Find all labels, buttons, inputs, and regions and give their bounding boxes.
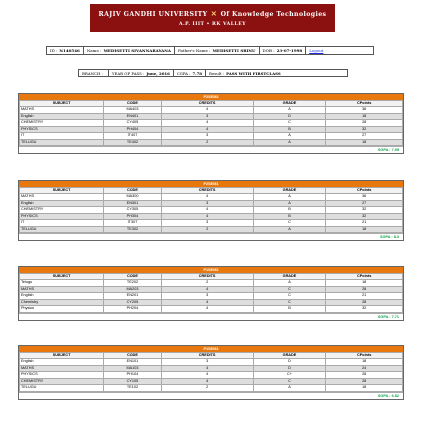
semester-title: P2SEM1	[19, 181, 403, 187]
semester-title: P2SEM2	[19, 94, 403, 100]
grades-table	[19, 273, 403, 313]
grades-table	[19, 352, 403, 392]
header-grade: GRADE	[253, 274, 326, 280]
logout-cell	[306, 47, 326, 54]
semester-title: P1SEM1	[19, 346, 403, 352]
table-row: MATHS MA403 4 A 36	[20, 107, 403, 114]
sgpa-value: SGPA : 7.71	[19, 313, 403, 320]
semester-table-p1sem2	[18, 266, 404, 321]
table-row: PHYSICS PH104 4 C+ 28	[20, 372, 403, 379]
grades-table	[19, 187, 403, 233]
sgpa-value: SGPA : 8.3	[19, 233, 403, 240]
header-subject: SUBJECT	[20, 353, 104, 359]
semester-table-p2sem1	[18, 180, 404, 241]
university-logo	[90, 9, 335, 20]
logout-link[interactable]: Logout	[309, 48, 324, 53]
sgpa-value: SGPA : 6.82	[19, 392, 403, 399]
table-row: Physics PH204 4 B 32	[20, 306, 403, 313]
university-banner	[90, 4, 335, 32]
table-row: MATHS MA103 4 D 24	[20, 365, 403, 372]
header-credits: CREDITS	[161, 188, 253, 194]
header-subject: SUBJECT	[20, 274, 104, 280]
sgpa-value: SGPA : 7.95	[19, 146, 403, 153]
table-row: TELUGU TE402 2 A 18	[20, 139, 403, 146]
header-code: CODE	[104, 353, 161, 359]
semester-title: P1SEM2	[19, 267, 403, 273]
university-name: RAJIV GANDHI UNIVERSITY	[98, 11, 208, 18]
header-cpoints: CPoints	[326, 353, 403, 359]
logo-emblem-icon: ✕	[210, 9, 218, 18]
cgpa: CGPA : 7.78	[174, 70, 206, 76]
header-grade: GRADE	[253, 353, 326, 359]
table-row: PHYSICS PH304 4 B 32	[20, 213, 403, 220]
year-of-pass: YEAR OF PASS : June, 2016	[109, 70, 174, 76]
table-row: English EN301 3 A 27	[20, 200, 403, 207]
header-subject: SUBJECT	[20, 188, 104, 194]
table-row: PHYSICS PH404 4 B 32	[20, 126, 403, 133]
header-cpoints: CPoints	[326, 274, 403, 280]
table-row: IT IT307 3 C 21	[20, 220, 403, 227]
table-row: CHEMISTRY CY305 4 B 32	[20, 207, 403, 214]
header-code: CODE	[104, 188, 161, 194]
header-subject: SUBJECT	[20, 101, 104, 107]
table-row: English EN101 3 D 18	[20, 359, 403, 366]
table-row: Chemistry CY205 4 C 28	[20, 299, 403, 306]
semester-table-p1sem1	[18, 345, 404, 400]
final-result: Result : PASS WITH FIRSTCLASS	[209, 70, 281, 76]
student-id: ID : N140546	[47, 47, 84, 54]
header-cpoints: CPoints	[326, 188, 403, 194]
student-name: Name : MEDISETTI SIVANNARAYANA	[84, 47, 175, 54]
father-name: Father's Name : MEDISETTI SRINU	[175, 47, 260, 54]
branch: BRANCH :	[79, 70, 109, 76]
header-credits: CREDITS	[161, 274, 253, 280]
table-row: CHEMISTRY CY105 4 C 28	[20, 378, 403, 385]
campus-name: A.P. IIIT • RK VALLEY	[179, 22, 246, 27]
date-of-birth: DOB : 23-07-1998	[260, 47, 307, 54]
header-credits: CREDITS	[161, 353, 253, 359]
header-grade: GRADE	[253, 188, 326, 194]
table-row: MATHS MA300 4 A 36	[20, 194, 403, 201]
grades-table	[19, 100, 403, 146]
table-row: IT IT407 3 A 27	[20, 133, 403, 140]
table-row: English EN201 3 C 21	[20, 293, 403, 300]
header-cpoints: CPoints	[326, 101, 403, 107]
semester-table-p2sem2	[18, 93, 404, 154]
header-grade: GRADE	[253, 101, 326, 107]
table-row: TELUGU TE302 2 A 18	[20, 226, 403, 233]
table-row: TELUGU TE102 2 A 18	[20, 385, 403, 392]
header-code: CODE	[104, 274, 161, 280]
result-summary-bar	[78, 69, 348, 77]
university-tagline: Of Knowledge Technologies	[220, 11, 327, 18]
table-row: CHEMISTRY CY405 4 C 28	[20, 120, 403, 127]
table-row: Telugu TE202 2 A 18	[20, 280, 403, 287]
table-row: English EN401 3 D 18	[20, 113, 403, 120]
student-info-bar	[46, 46, 374, 55]
header-code: CODE	[104, 101, 161, 107]
table-row: MATHS MA203 4 C 28	[20, 286, 403, 293]
header-credits: CREDITS	[161, 101, 253, 107]
